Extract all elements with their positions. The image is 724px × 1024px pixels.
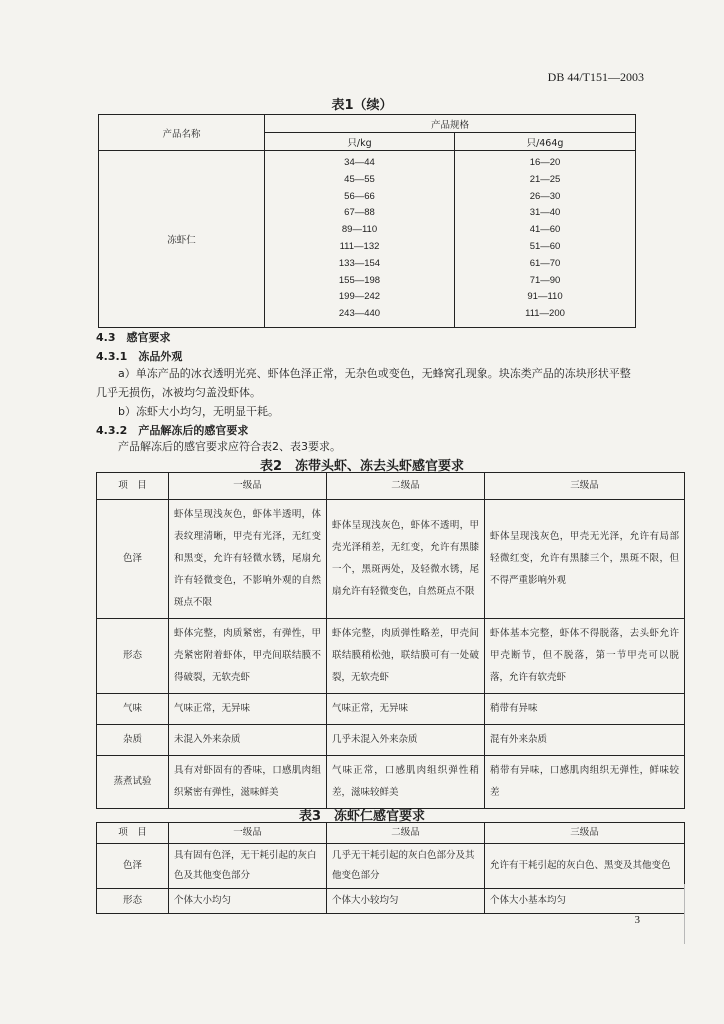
- table3-item-color: 色泽: [97, 844, 169, 889]
- table1-cell: 91—110: [527, 291, 563, 303]
- table2-cell: 具有对虾固有的香味，口感肌肉组织紧密有弹性，滋味鲜美: [169, 756, 327, 809]
- table2: [96, 472, 685, 809]
- table2-cell: 稍带有异味，口感肌肉组织无弹性，鲜味较差: [485, 756, 685, 809]
- table1-header-spec: 产品规格: [265, 115, 636, 133]
- table1-cell: 21—25: [529, 173, 561, 185]
- table1: [98, 114, 636, 328]
- table2-item-shape: 形态: [97, 619, 169, 694]
- table1-cell: 111—200: [525, 308, 565, 320]
- table1-cell: 26—30: [529, 190, 561, 202]
- table1-cell: 71—90: [529, 274, 561, 286]
- section-4-3-1-b-text: b）冻虾大小均匀，无明显干耗。: [118, 405, 279, 418]
- table-row: [97, 756, 685, 809]
- table2-header-grade1: 一级品: [169, 473, 327, 500]
- table2-item-color: 色泽: [97, 500, 169, 619]
- table3-cell: 允许有干耗引起的灰白色、黑变及其他变色: [485, 844, 685, 889]
- standard-number: DB 44/T151—2003: [547, 70, 644, 84]
- table2-cell: 虾体完整，肉质弹性略差，甲壳间联结膜稍松弛，联结膜可有一处破裂，无软壳虾: [327, 619, 485, 694]
- table2-cell: 稍带有异味: [485, 694, 685, 725]
- table1-cell: 16—20: [529, 157, 561, 168]
- section-4-3-2-text: 产品解冻后的感官要求应符合表2、表3要求。: [118, 440, 341, 453]
- table1-cell: 56—66: [344, 190, 375, 202]
- table1-cell: 51—60: [529, 240, 561, 252]
- section-4-3-heading: 4.3 感官要求: [96, 331, 171, 344]
- table3-caption: 表3 冻虾仁感官要求: [298, 809, 426, 824]
- table1-per-kg-column: [265, 151, 455, 328]
- table3: [96, 822, 685, 914]
- table-row: [97, 619, 685, 694]
- table1-product-name: 冻虾仁: [99, 151, 265, 328]
- table1-cell: 199—242: [338, 291, 381, 303]
- table1-cell: 41—60: [529, 224, 561, 236]
- table1-per-464g-column: [455, 151, 636, 328]
- table1-header-name: 产品名称: [99, 115, 265, 151]
- table1-cell: 89—110: [341, 224, 378, 236]
- table3-cell: 个体大小均匀: [169, 889, 327, 914]
- table1-cell: 45—55: [344, 173, 375, 185]
- table1-cell: 133—154: [338, 257, 381, 269]
- table3-header-grade3: 三级品: [485, 823, 685, 844]
- table-row: [97, 844, 685, 889]
- table3-cell: 个体大小基本均匀: [485, 889, 685, 914]
- table1-cell: 155—198: [338, 274, 381, 286]
- table3-header-grade2: 二级品: [327, 823, 485, 844]
- table1-cell: 243—440: [338, 308, 381, 320]
- table1-cell: 111—132: [339, 240, 380, 252]
- table2-caption: 表2 冻带头虾、冻去头虾感官要求: [259, 459, 465, 474]
- table2-cell: 虾体呈现浅灰色，虾体半透明，体表纹理清晰，甲壳有光泽，无红变和黑变，允许有轻微水锈，尾扇允许有轻微变色，不影响外观的自然斑点不限: [169, 500, 327, 619]
- table2-header-grade3: 三级品: [485, 473, 685, 500]
- table1-cell: 31—40: [529, 207, 561, 219]
- table3-header-grade1: 一级品: [169, 823, 327, 844]
- table3-cell: 几乎无干耗引起的灰白色部分及其他变色部分: [327, 844, 485, 889]
- section-4-3-1-heading: 4.3.1 冻品外观: [96, 350, 183, 363]
- table1-header-unit-464g: 只/464g: [455, 133, 636, 151]
- table1-cell: 67—88: [344, 207, 375, 219]
- table2-header-item: 项 目: [97, 473, 169, 500]
- table2-cell: 虾体呈现浅灰色，虾体不透明，甲壳光泽稍差，无红变，允许有黑膝一个，黑斑两处，及轻微水锈，尾扇允许有轻微变色，自然斑点不限: [327, 500, 485, 619]
- table2-item-impurity: 杂质: [97, 725, 169, 756]
- section-4-3-1-a-text: a）单冻产品的冰衣透明光亮、虾体色泽正常，无杂色或变色，无蜂窝孔现象。块冻类产品的冻块形状平整几乎无损伤，冰被均匀盖没虾体。: [96, 367, 631, 399]
- table2-cell: 气味正常，无异味: [169, 694, 327, 725]
- table-row: [97, 725, 685, 756]
- table1-cell: 61—70: [529, 257, 561, 269]
- table2-cell: 虾体呈现浅灰色，甲壳无光泽，允许有局部轻微红变，允许有黑膝三个，黑斑不限，但不得严重影响外观: [485, 500, 685, 619]
- table2-cell: 虾体完整，肉质紧密，有弹性，甲壳紧密附着虾体，甲壳间联结膜不得破裂，无软壳虾: [169, 619, 327, 694]
- table2-cell: 未混入外来杂质: [169, 725, 327, 756]
- table1-cell: 34—44: [344, 157, 375, 168]
- table3-header-item: 项 目: [97, 823, 169, 844]
- table2-header-grade2: 二级品: [327, 473, 485, 500]
- table-row: [97, 889, 685, 914]
- table3-cell: 个体大小较均匀: [327, 889, 485, 914]
- section-4-3-2-heading: 4.3.2 产品解冻后的感官要求: [96, 424, 249, 437]
- table3-item-shape: 形态: [97, 889, 169, 914]
- scan-artifact-line: [684, 884, 685, 944]
- table2-cell: 几乎未混入外来杂质: [327, 725, 485, 756]
- table1-caption: 表1（续）: [331, 98, 393, 113]
- table2-cell: 混有外来杂质: [485, 725, 685, 756]
- table2-item-odor: 气味: [97, 694, 169, 725]
- table1-header-unit-kg: 只/kg: [265, 133, 455, 151]
- table2-item-cooking-test: 蒸煮试验: [97, 756, 169, 809]
- table2-cell: 虾体基本完整，虾体不得脱落，去头虾允许甲壳断节，但不脱落，第一节甲壳可以脱落，允许有软壳虾: [485, 619, 685, 694]
- table2-cell: 气味正常，口感肌肉组织弹性稍差，滋味较鲜美: [327, 756, 485, 809]
- table-row: [97, 500, 685, 619]
- page-number: 3: [634, 914, 640, 926]
- table2-cell: 气味正常，无异味: [327, 694, 485, 725]
- table-row: [97, 694, 685, 725]
- table3-cell: 具有固有色泽，无干耗引起的灰白色及其他变色部分: [169, 844, 327, 889]
